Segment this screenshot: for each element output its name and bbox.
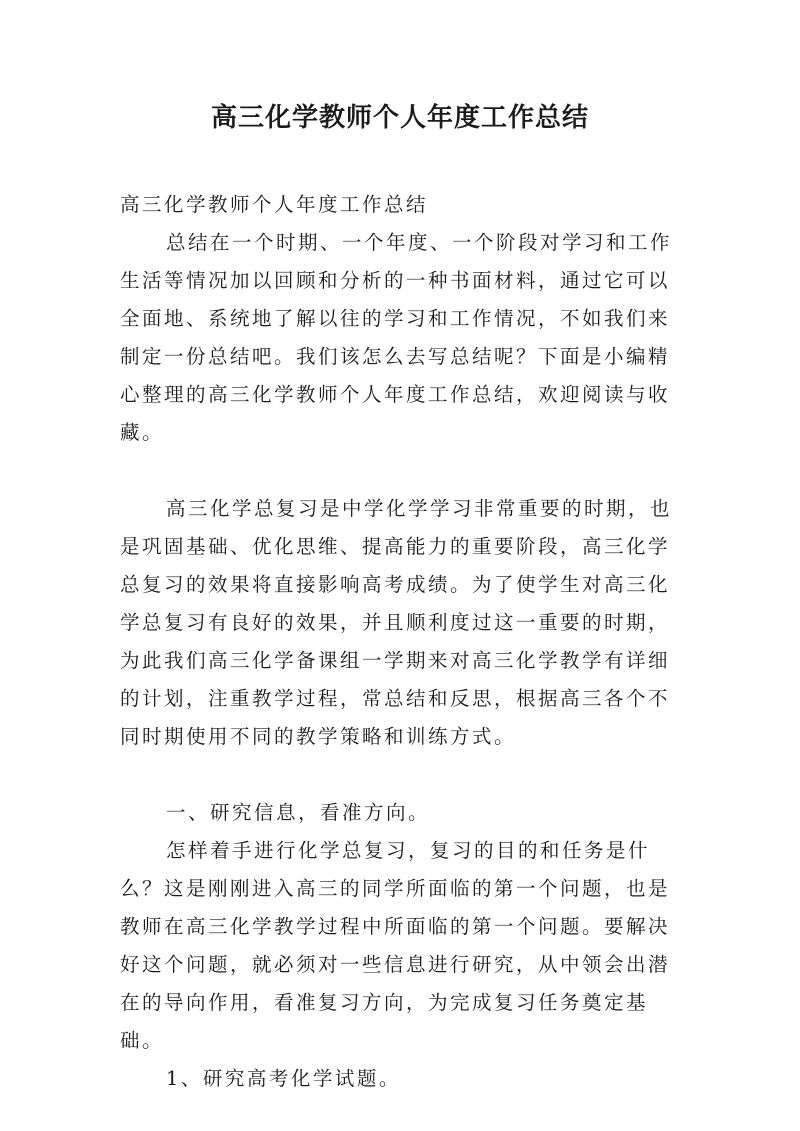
section-paragraph: 怎样着手进行化学总复习，复习的目的和任务是什么？这是刚刚进入高三的同学所面临的第一个问题，也是教师在高三化学教学过程中所面临的第一个问题。要解决好这个问题，就必须对一些信息进行研究，从中领会出潜在的导向作用，看准复习方向，为完成复习任务奠定基础。	[120, 839, 671, 1052]
intro-paragraph: 总结在一个时期、一个年度、一个阶段对学习和工作生活等情况加以回顾和分析的一种书面材料，通过它可以全面地、系统地了解以往的学习和工作情况，不如我们来制定一份总结吧。我们该怎么去写总结呢？下面是小编精心整理的高三化学教师个人年度工作总结，欢迎阅读与收藏。	[120, 231, 673, 444]
document-body	[120, 186, 685, 1098]
paragraph-spacer	[120, 452, 685, 490]
overview-paragraph: 高三化学总复习是中学化学学习非常重要的时期，也是巩固基础、优化思维、提高能力的重要阶段，高三化学总复习的效果将直接影响高考成绩。为了使学生对高三化学总复习有良好的效果，并且顺利度过这一重要的时期，为此我们高三化学备课组一学期来对高三化学教学有详细的计划，注重教学过程，常总结和反思，根据高三各个不同时期使用不同的教学策略和训练方式。	[120, 497, 673, 748]
paragraph-spacer	[120, 756, 685, 794]
section-heading: 一、研究信息，看准方向。	[166, 801, 431, 824]
document-title: 高三化学教师个人年度工作总结	[210, 103, 589, 133]
document-subtitle: 高三化学教师个人年度工作总结	[120, 193, 429, 216]
list-item: 1、研究高考化学试题。	[166, 1067, 401, 1090]
